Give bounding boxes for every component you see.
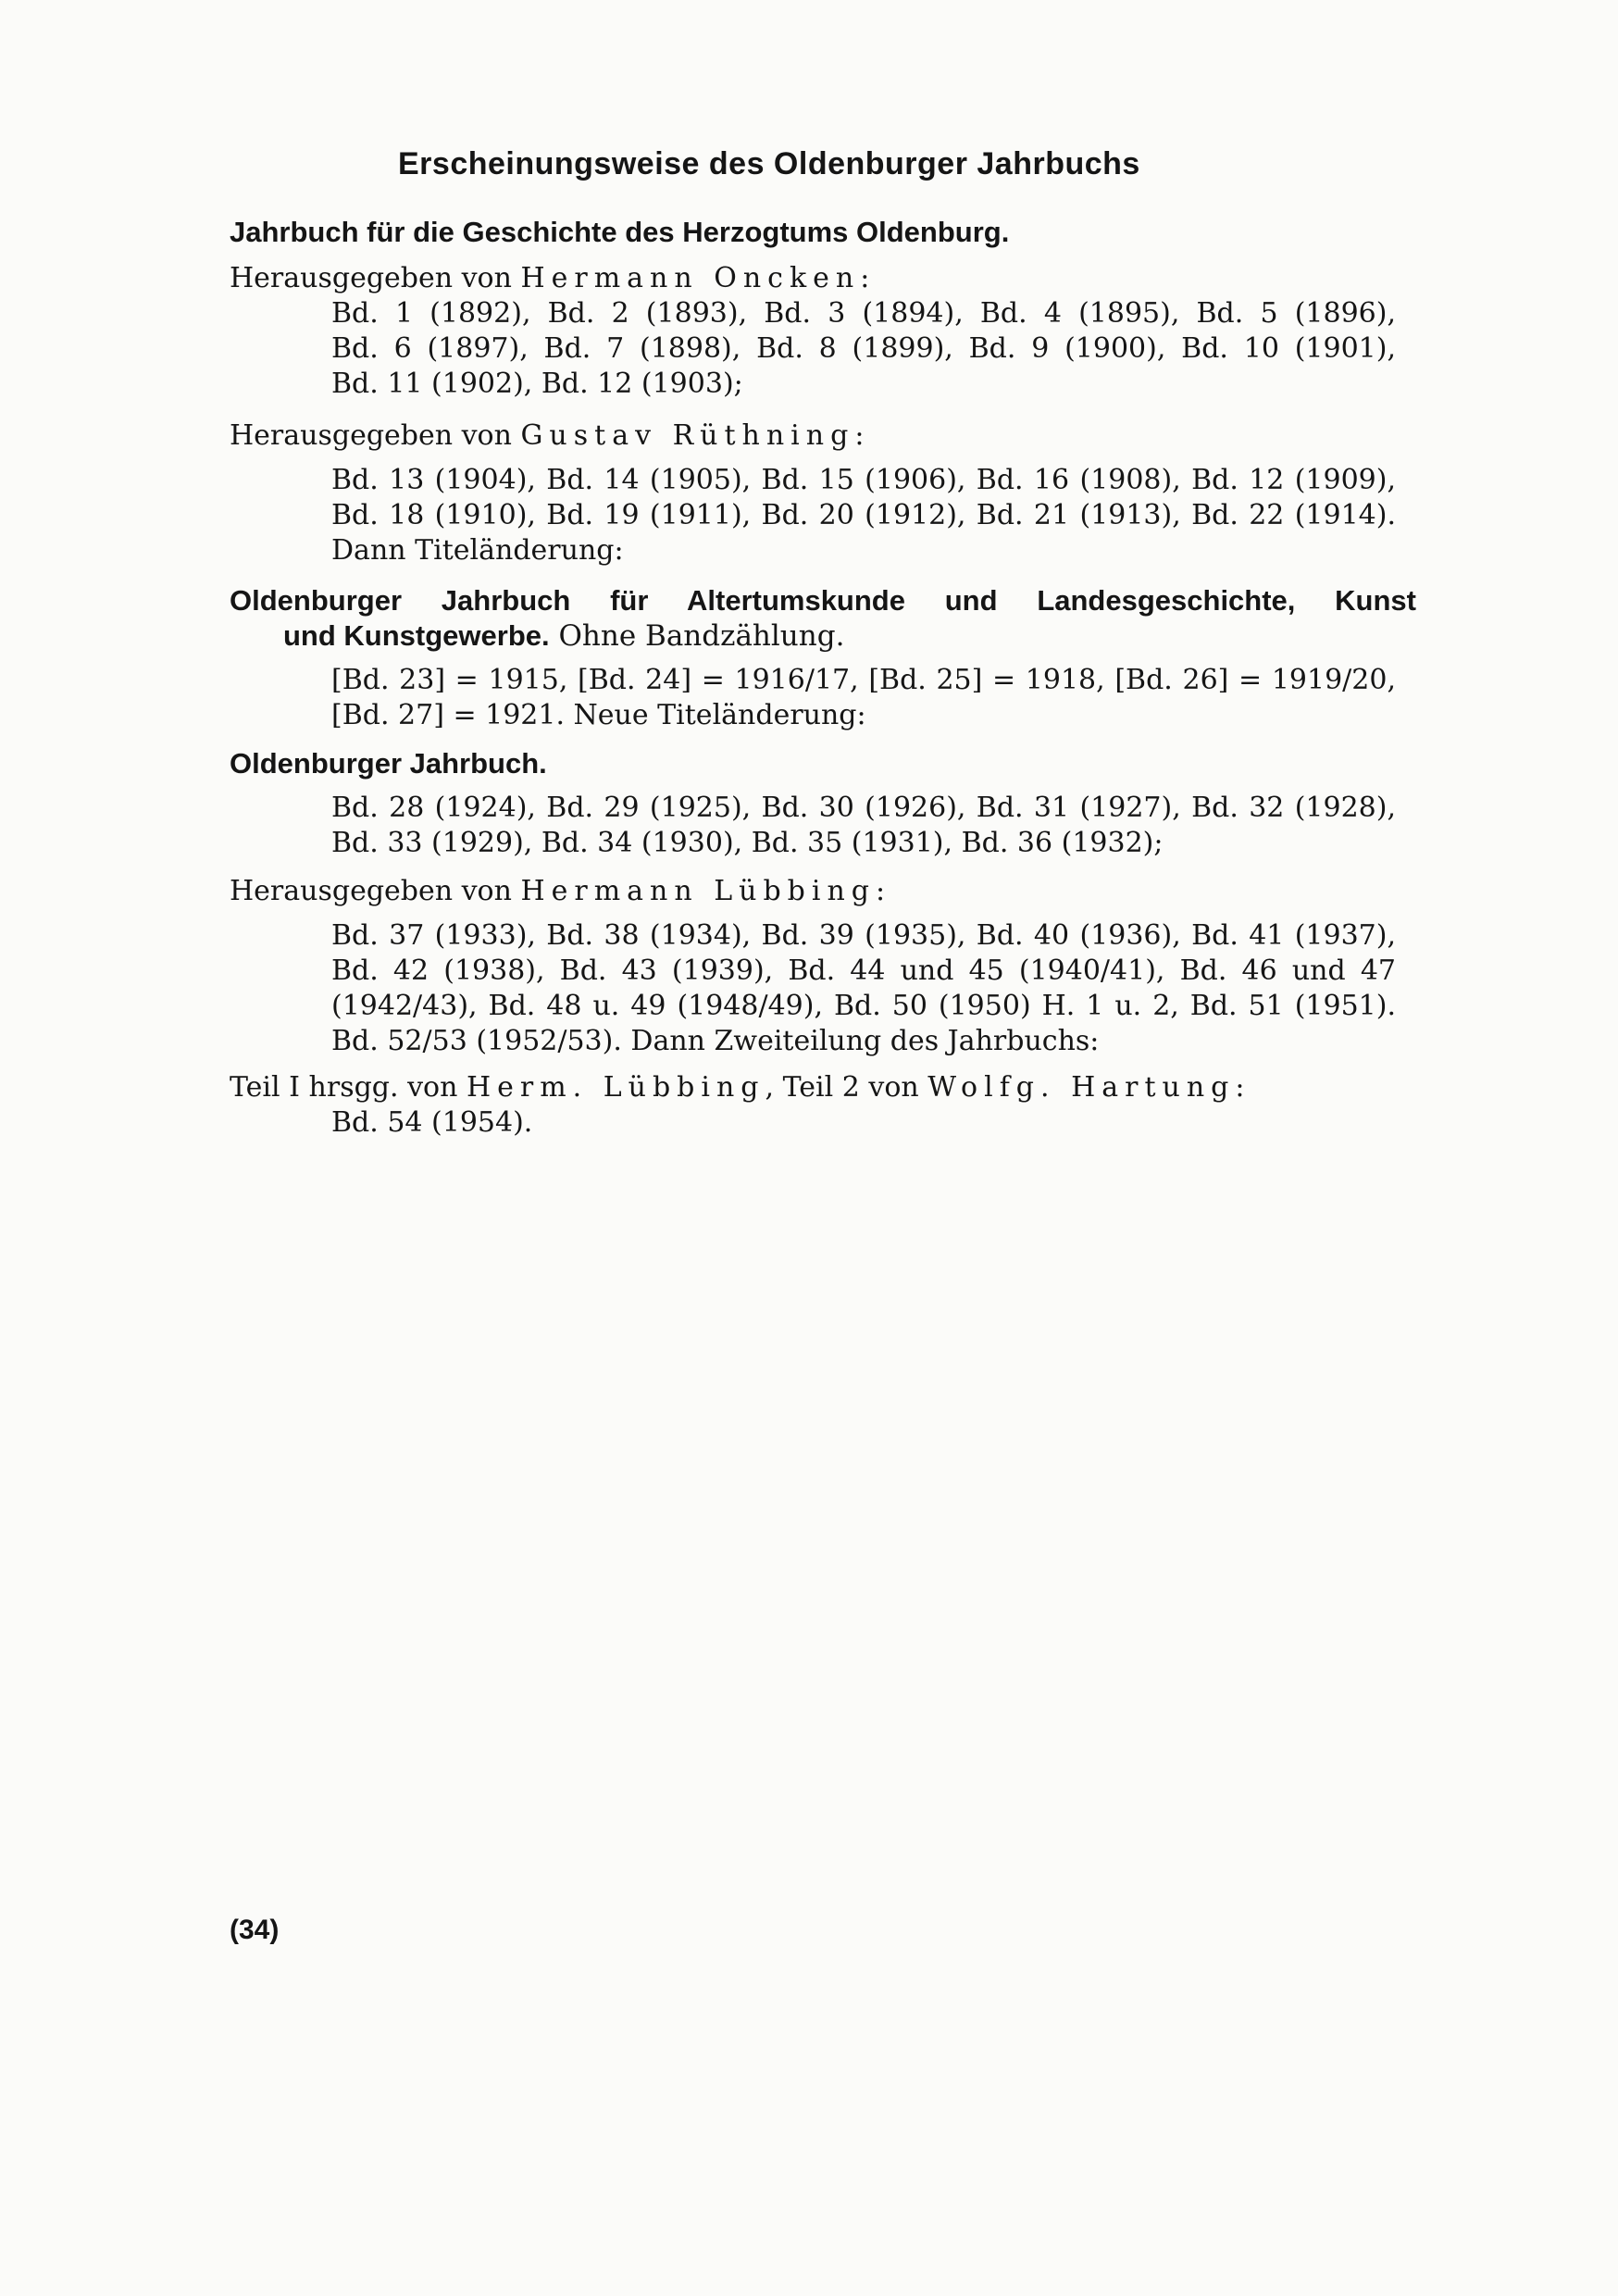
volume-line: [Bd. 27] = 1921. Neue Titeländerung: <box>331 699 866 731</box>
section-heading-altertumskunde: Oldenburger Jahrbuch für Altertumskunde und Landesgeschichte, Kunst <box>230 584 1416 617</box>
editor-name: Hermann Oncken <box>520 262 861 294</box>
editor-name: Gustav Rüthning <box>520 419 855 452</box>
editor-name: Hermann Lübbing <box>520 875 877 907</box>
volume-line: Bd. 54 (1954). <box>331 1106 533 1139</box>
section-heading-altertumskunde-cont: und Kunstgewerbe. Ohne Bandzählung. <box>283 619 845 653</box>
volume-line: Bd. 6 (1897), Bd. 7 (1898), Bd. 8 (1899), Bd. 9 (1900), Bd. 10 (1901), <box>331 332 1396 365</box>
section-heading-herzogtum: Jahrbuch für die Geschichte des Herzogtums Oldenburg. <box>230 216 1010 248</box>
volume-line: Bd. 13 (1904), Bd. 14 (1905), Bd. 15 (1906), Bd. 16 (1908), Bd. 12 (1909), <box>331 464 1396 496</box>
volume-line: Bd. 33 (1929), Bd. 34 (1930), Bd. 35 (1931), Bd. 36 (1932); <box>331 827 1164 859</box>
volume-line: Bd. 28 (1924), Bd. 29 (1925), Bd. 30 (1926), Bd. 31 (1927), Bd. 32 (1928), <box>331 792 1396 824</box>
editor-name: Herm. Lübbing <box>466 1071 765 1104</box>
volume-line: Bd. 18 (1910), Bd. 19 (1911), Bd. 20 (1912), Bd. 21 (1913), Bd. 22 (1914). <box>331 499 1396 531</box>
editor-line-luebbing: Herausgegeben von Hermann Lübbing: <box>230 875 886 907</box>
volume-line: Bd. 37 (1933), Bd. 38 (1934), Bd. 39 (1935), Bd. 40 (1936), Bd. 41 (1937), <box>331 919 1396 952</box>
section-heading-oldenburger-jahrbuch: Oldenburger Jahrbuch. <box>230 747 547 780</box>
volume-line: Bd. 42 (1938), Bd. 43 (1939), Bd. 44 und 45 (1940/41), Bd. 46 und 47 <box>331 955 1396 987</box>
editor-name: Wolfg. Hartung <box>927 1071 1236 1104</box>
editor-line-oncken: Herausgegeben von Hermann Oncken: <box>230 262 870 294</box>
volume-line: Dann Titeländerung: <box>331 534 624 567</box>
volume-line: (1942/43), Bd. 48 u. 49 (1948/49), Bd. 50 (1950) H. 1 u. 2, Bd. 51 (1951). <box>331 990 1396 1022</box>
editor-line-ruethning: Herausgegeben von Gustav Rüthning: <box>230 419 865 452</box>
page-title: Erscheinungsweise des Oldenburger Jahrbuchs <box>398 146 1140 181</box>
volume-line: Bd. 52/53 (1952/53). Dann Zweiteilung des Jahrbuchs: <box>331 1025 1100 1057</box>
division-line: Teil I hrsgg. von Herm. Lübbing, Teil 2 von Wolfg. Hartung: <box>230 1071 1245 1104</box>
volume-line: Bd. 1 (1892), Bd. 2 (1893), Bd. 3 (1894), Bd. 4 (1895), Bd. 5 (1896), <box>331 297 1396 330</box>
volume-line: [Bd. 23] = 1915, [Bd. 24] = 1916/17, [Bd. 25] = 1918, [Bd. 26] = 1919/20, <box>331 664 1396 696</box>
volume-line: Bd. 11 (1902), Bd. 12 (1903); <box>331 368 743 400</box>
page-number: (34) <box>230 1915 280 1945</box>
